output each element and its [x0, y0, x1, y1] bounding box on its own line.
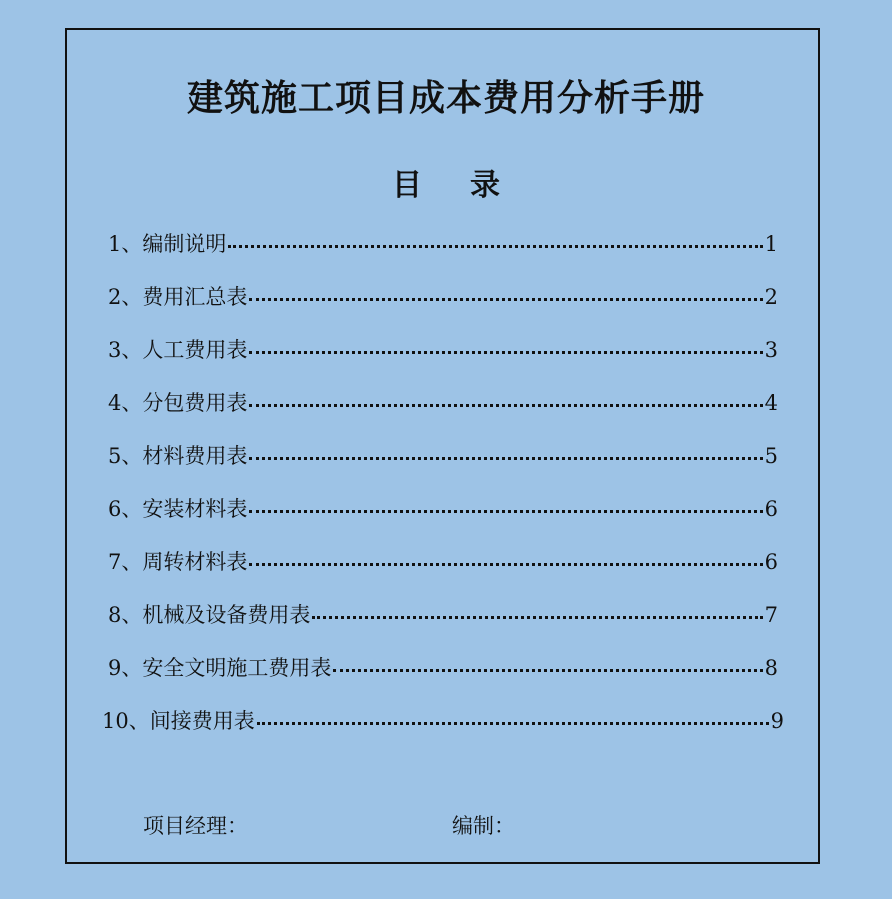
toc-leader	[249, 456, 762, 460]
toc-item	[108, 389, 778, 417]
toc-item	[108, 283, 778, 311]
project-manager-label: 项目经理：	[143, 814, 248, 838]
toc-leader	[228, 244, 762, 248]
toc-item-title: 6、安装材料表	[108, 497, 248, 521]
toc-leader	[257, 721, 769, 725]
toc-item	[108, 654, 778, 682]
toc-leader	[249, 403, 762, 407]
toc-item	[108, 548, 778, 576]
toc-item-title: 7、周转材料表	[108, 550, 248, 574]
toc-item-page: 8	[764, 656, 778, 680]
toc-item-page: 6	[764, 497, 778, 521]
toc-item	[108, 495, 778, 523]
toc-item-page: 6	[764, 550, 778, 574]
editor-label: 编制：	[452, 814, 515, 838]
toc-heading-left: 目	[392, 168, 422, 203]
toc-item-title: 8、机械及设备费用表	[108, 603, 311, 627]
toc-item-page: 7	[764, 603, 778, 627]
toc-item-title: 3、人工费用表	[108, 338, 248, 362]
toc-item	[108, 230, 778, 258]
toc-leader	[333, 668, 762, 672]
toc-leader	[249, 297, 762, 301]
toc-item-page: 3	[764, 338, 778, 362]
toc-item-page: 5	[764, 444, 778, 468]
document-title: 建筑施工项目成本费用分析手册	[186, 77, 705, 119]
toc-item-title: 9、安全文明施工费用表	[108, 656, 332, 680]
toc-leader	[249, 509, 762, 513]
toc-item-title: 10、间接费用表	[102, 709, 255, 733]
toc-heading-right: 录	[470, 168, 500, 203]
toc-item-title: 5、材料费用表	[108, 444, 248, 468]
toc-leader	[249, 562, 762, 566]
toc-item	[108, 601, 778, 629]
toc-item-page: 9	[770, 709, 784, 733]
document-footer	[0, 810, 892, 840]
toc-item-page: 4	[764, 391, 778, 415]
toc-item-page: 2	[764, 285, 778, 309]
toc-item-page: 1	[764, 232, 778, 256]
toc-item-title: 2、费用汇总表	[108, 285, 248, 309]
toc-item	[108, 336, 778, 364]
toc-item	[108, 442, 778, 470]
toc-leader	[249, 350, 762, 354]
toc-item	[102, 707, 784, 735]
toc-item-title: 4、分包费用表	[108, 391, 248, 415]
toc-item-title: 1、编制说明	[108, 232, 227, 256]
toc-leader	[312, 615, 762, 619]
